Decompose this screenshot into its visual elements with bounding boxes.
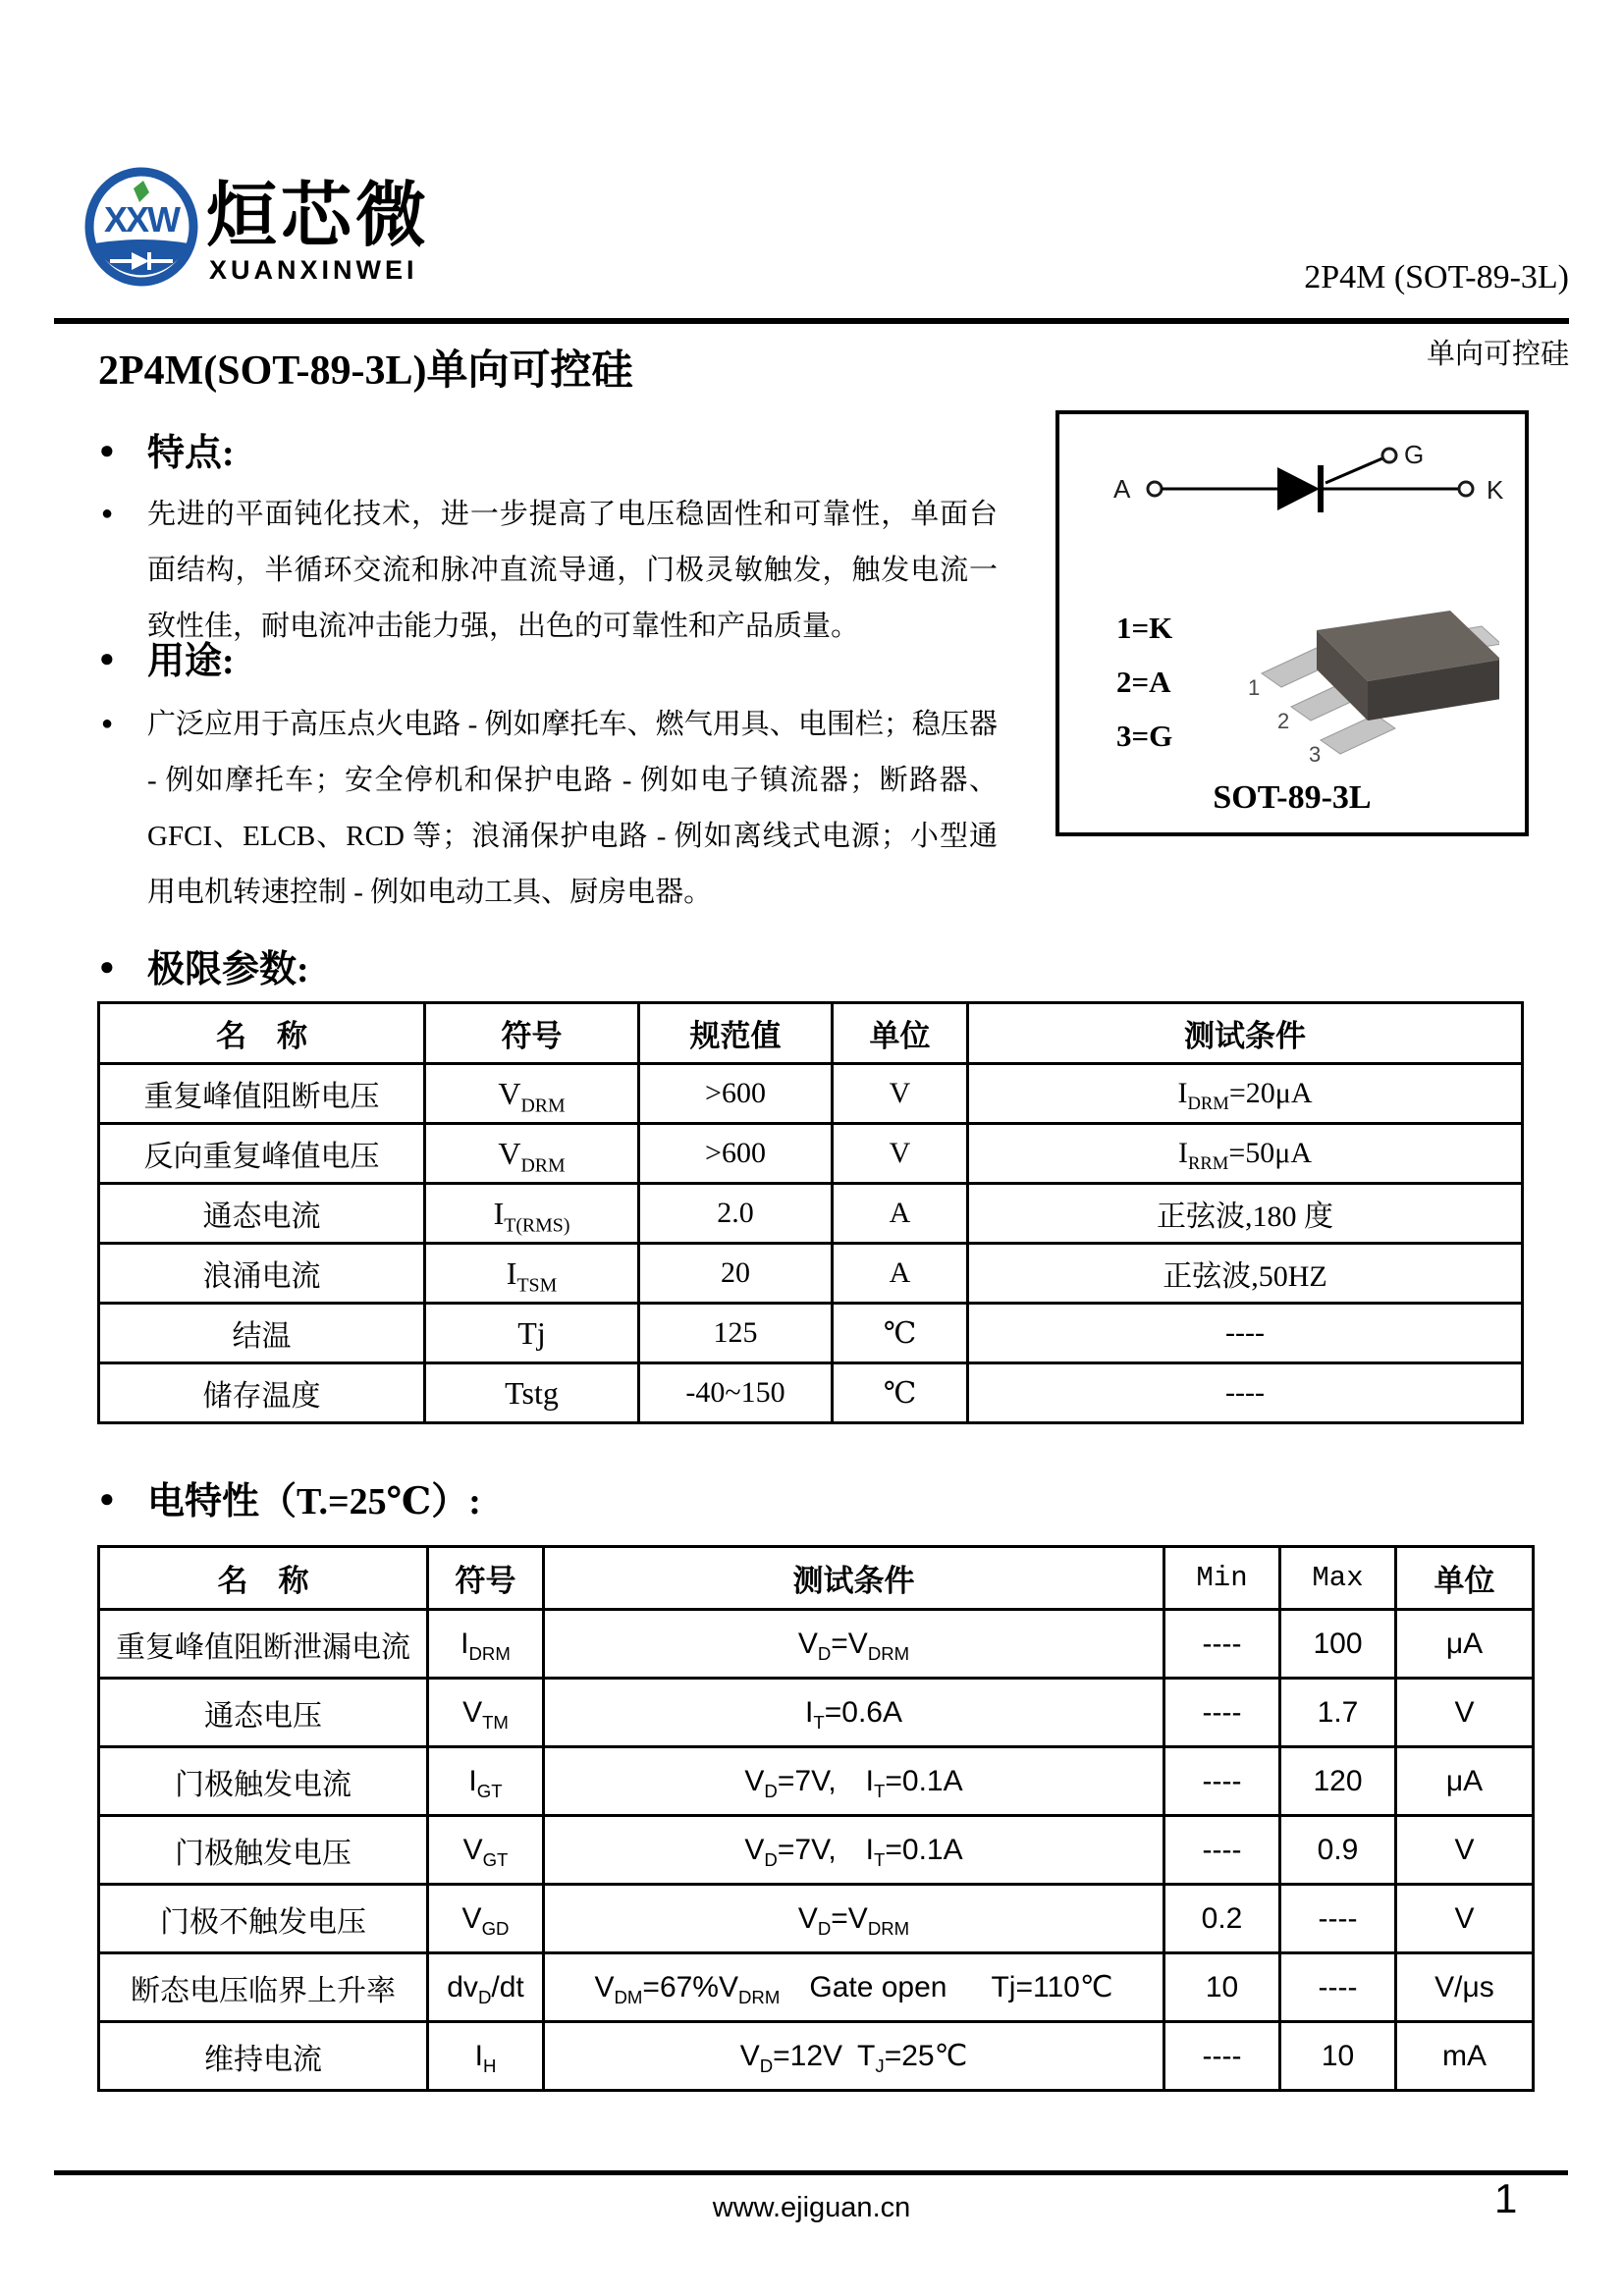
table-row (99, 1610, 1534, 1679)
gate-wire (1325, 458, 1382, 483)
spec-value-cell: 20 (639, 1244, 833, 1304)
package-photo (1224, 603, 1499, 789)
features-paragraph: 先进的平面钝化技术，进一步提高了电压稳固性和可靠性，单面台面结构，半循环交流和脉冲直流导通，门极灵敏触发，触发电流一致性佳，耐电流冲击能力强，出色的可靠性和产品质量。 (147, 499, 998, 642)
table-row (99, 1816, 1534, 1885)
scr-symbol (1113, 442, 1510, 532)
table-row (99, 1304, 1523, 1363)
condition-cell: $V_D=V_{DRM}$ (544, 1610, 1164, 1679)
symbol-cell: Tstg (425, 1363, 639, 1423)
spec-value-cell: >600 (639, 1124, 833, 1184)
unit-cell: V (1396, 1816, 1534, 1885)
lead-number-2: 2 (1277, 709, 1290, 733)
unit-cell: μA (1396, 1610, 1534, 1679)
symbol-cell: $I_{TSM}$ (425, 1244, 639, 1304)
unit-cell: ℃ (833, 1363, 968, 1423)
header-part-number: 2P4M (SOT-89-3L) (1304, 259, 1569, 295)
param-name-cell: 重复峰值阻断电压 (99, 1064, 425, 1124)
company-logo (84, 167, 198, 287)
anode-terminal-circle (1148, 482, 1162, 496)
symbol-cell: $I_H$ (428, 2022, 544, 2091)
spec-value-cell: -40~150 (639, 1363, 833, 1423)
param-name-cell: 重复峰值阻断泄漏电流 (99, 1610, 428, 1679)
condition-cell: $I_{DRM}=20\mu A$ (968, 1064, 1523, 1124)
table-row (99, 1679, 1534, 1747)
col-header-min: Min (1164, 1547, 1280, 1610)
condition-cell: $V_{DM}=67\%V_{DRM}$ Gate open Tj=110℃ (544, 1953, 1164, 2022)
col-header-symbol: 符号 (425, 1003, 639, 1064)
table-row (99, 1885, 1534, 1953)
condition-cell: 正弦波,50HZ (968, 1244, 1523, 1304)
col-header-name: 名 称 (99, 1547, 428, 1610)
footer-website: www.ejiguan.cn (712, 2192, 911, 2223)
symbol-cell: $I_{T(RMS)}$ (425, 1184, 639, 1244)
features-heading: 特点: (147, 433, 235, 474)
col-header-unit: 单位 (833, 1003, 968, 1064)
param-name-cell: 门极不触发电压 (99, 1885, 428, 1953)
spec-value-cell: 2.0 (639, 1184, 833, 1244)
col-header-name: 名 称 (99, 1003, 425, 1064)
package-lead-3 (1321, 715, 1395, 754)
lead-number-1: 1 (1248, 675, 1261, 700)
applications-item-bullet-icon: ● (101, 713, 114, 734)
symbol-cell: $dv_D/dt$ (428, 1953, 544, 2022)
applications-heading: 用途: (147, 641, 235, 682)
header-rule (54, 318, 1569, 324)
param-name-cell: 储存温度 (99, 1363, 425, 1423)
limits-bullet-icon: ● (99, 952, 115, 981)
gate-terminal-label: G (1404, 442, 1425, 469)
spec-value-cell: >600 (639, 1064, 833, 1124)
condition-cell: $V_D=7V$, $I_T=0.1A$ (544, 1747, 1164, 1816)
symbol-cell: $V_{TM}$ (428, 1679, 544, 1747)
max-cell: ---- (1280, 1953, 1396, 2022)
unit-cell: A (833, 1184, 968, 1244)
unit-cell: V (833, 1124, 968, 1184)
limits-table (97, 1001, 1524, 1424)
table-row (99, 2022, 1534, 2091)
limits-heading: 极限参数: (147, 949, 309, 990)
header-subtitle: 单向可控硅 (1426, 339, 1569, 370)
col-header-spec: 规范值 (639, 1003, 833, 1064)
symbol-cell: Tj (425, 1304, 639, 1363)
footer-rule (54, 2170, 1568, 2175)
electrical-table-body (99, 1610, 1534, 2091)
symbol-cell: $V_{DRM}$ (425, 1064, 639, 1124)
col-header-unit: 单位 (1396, 1547, 1534, 1610)
condition-cell: $V_D=7V$, $I_T=0.1A$ (544, 1816, 1164, 1885)
table-row (99, 1363, 1523, 1423)
anode-terminal-label: A (1113, 474, 1131, 504)
min-cell: ---- (1164, 1610, 1280, 1679)
max-cell: 1.7 (1280, 1679, 1396, 1747)
logo-monogram: XXW (103, 199, 180, 240)
condition-cell: ---- (968, 1304, 1523, 1363)
package-name: SOT-89-3L (1213, 779, 1372, 816)
electrical-heading: 电特性（T.=25℃）: (147, 1481, 481, 1522)
param-name-cell: 通态电流 (99, 1184, 425, 1244)
condition-cell: 正弦波,180 度 (968, 1184, 1523, 1244)
cathode-terminal-label: K (1487, 475, 1504, 505)
spec-value-cell: 125 (639, 1304, 833, 1363)
col-header-condition: 测试条件 (544, 1547, 1164, 1610)
min-cell: 10 (1164, 1953, 1280, 2022)
unit-cell: μA (1396, 1747, 1534, 1816)
symbol-cell: $I_{DRM}$ (428, 1610, 544, 1679)
param-name-cell: 门极触发电流 (99, 1747, 428, 1816)
min-cell: ---- (1164, 1816, 1280, 1885)
max-cell: 120 (1280, 1747, 1396, 1816)
max-cell: 0.9 (1280, 1816, 1396, 1885)
max-cell: 100 (1280, 1610, 1396, 1679)
symbol-cell: $I_{GT}$ (428, 1747, 544, 1816)
table-row (99, 1747, 1534, 1816)
page-title: 2P4M(SOT-89-3L)单向可控硅 (98, 348, 633, 394)
table-row (99, 1184, 1523, 1244)
table-row (99, 1124, 1523, 1184)
electrical-header-row (99, 1547, 1534, 1610)
unit-cell: V (1396, 1885, 1534, 1953)
pin-assignment-2: 2=A (1116, 665, 1171, 699)
unit-cell: V (1396, 1679, 1534, 1747)
table-row (99, 1244, 1523, 1304)
brand-name-chinese: 烜芯微 (206, 177, 431, 255)
limits-table-body (99, 1064, 1523, 1423)
pin-assignment-3: 3=G (1116, 719, 1173, 753)
param-name-cell: 浪涌电流 (99, 1244, 425, 1304)
condition-cell: $I_T=0.6A$ (544, 1679, 1164, 1747)
min-cell: ---- (1164, 1747, 1280, 1816)
col-header-condition: 测试条件 (968, 1003, 1523, 1064)
package-diagram-box (1055, 410, 1529, 836)
max-cell: 10 (1280, 2022, 1396, 2091)
pin-assignment-1: 1=K (1116, 611, 1173, 645)
param-name-cell: 断态电压临界上升率 (99, 1953, 428, 2022)
param-name-cell: 维持电流 (99, 2022, 428, 2091)
condition-cell: ---- (968, 1363, 1523, 1423)
condition-cell: $V_D=12V$ $T_J=25℃$ (544, 2022, 1164, 2091)
brand-name-english: XUANXINWEI (209, 255, 418, 285)
limits-header-row (99, 1003, 1523, 1064)
cathode-terminal-circle (1459, 482, 1473, 496)
symbol-cell: $V_{DRM}$ (425, 1124, 639, 1184)
min-cell: 0.2 (1164, 1885, 1280, 1953)
table-row (99, 1953, 1534, 2022)
param-name-cell: 反向重复峰值电压 (99, 1124, 425, 1184)
symbol-cell: $V_{GT}$ (428, 1816, 544, 1885)
symbol-cell: $V_{GD}$ (428, 1885, 544, 1953)
unit-cell: A (833, 1244, 968, 1304)
features-bullet-icon: ● (99, 436, 115, 464)
param-name-cell: 结温 (99, 1304, 425, 1363)
condition-cell: $I_{RRM}=50\mu A$ (968, 1124, 1523, 1184)
unit-cell: ℃ (833, 1304, 968, 1363)
unit-cell: V/μs (1396, 1953, 1534, 2022)
lead-number-3: 3 (1309, 742, 1322, 767)
max-cell: ---- (1280, 1885, 1396, 1953)
gate-terminal-circle (1382, 449, 1396, 462)
applications-paragraph: 广泛应用于高压点火电路 - 例如摩托车、燃气用具、电围栏；稳压器 - 例如摩托车；安全停机和保护电路 - 例如电子镇流器；断路器、GFCI、ELCB、RCD 等；浪涌保护电路 - 例如离线式电源；小型通用电机转速控制 - 例如电动工具、厨房电器。 (147, 709, 998, 908)
diode-triangle (1277, 467, 1320, 510)
unit-cell: V (833, 1064, 968, 1124)
param-name-cell: 通态电压 (99, 1679, 428, 1747)
unit-cell: mA (1396, 2022, 1534, 2091)
features-item-bullet-icon: ● (101, 503, 114, 524)
col-header-symbol: 符号 (428, 1547, 544, 1610)
electrical-bullet-icon: ● (99, 1484, 115, 1513)
min-cell: ---- (1164, 1679, 1280, 1747)
electrical-table (97, 1545, 1535, 2092)
condition-cell: $V_D=V_{DRM}$ (544, 1885, 1164, 1953)
applications-bullet-icon: ● (99, 644, 115, 672)
page-number: 1 (1494, 2175, 1518, 2221)
table-row (99, 1064, 1523, 1124)
param-name-cell: 门极触发电压 (99, 1816, 428, 1885)
min-cell: ---- (1164, 2022, 1280, 2091)
col-header-max: Max (1280, 1547, 1396, 1610)
